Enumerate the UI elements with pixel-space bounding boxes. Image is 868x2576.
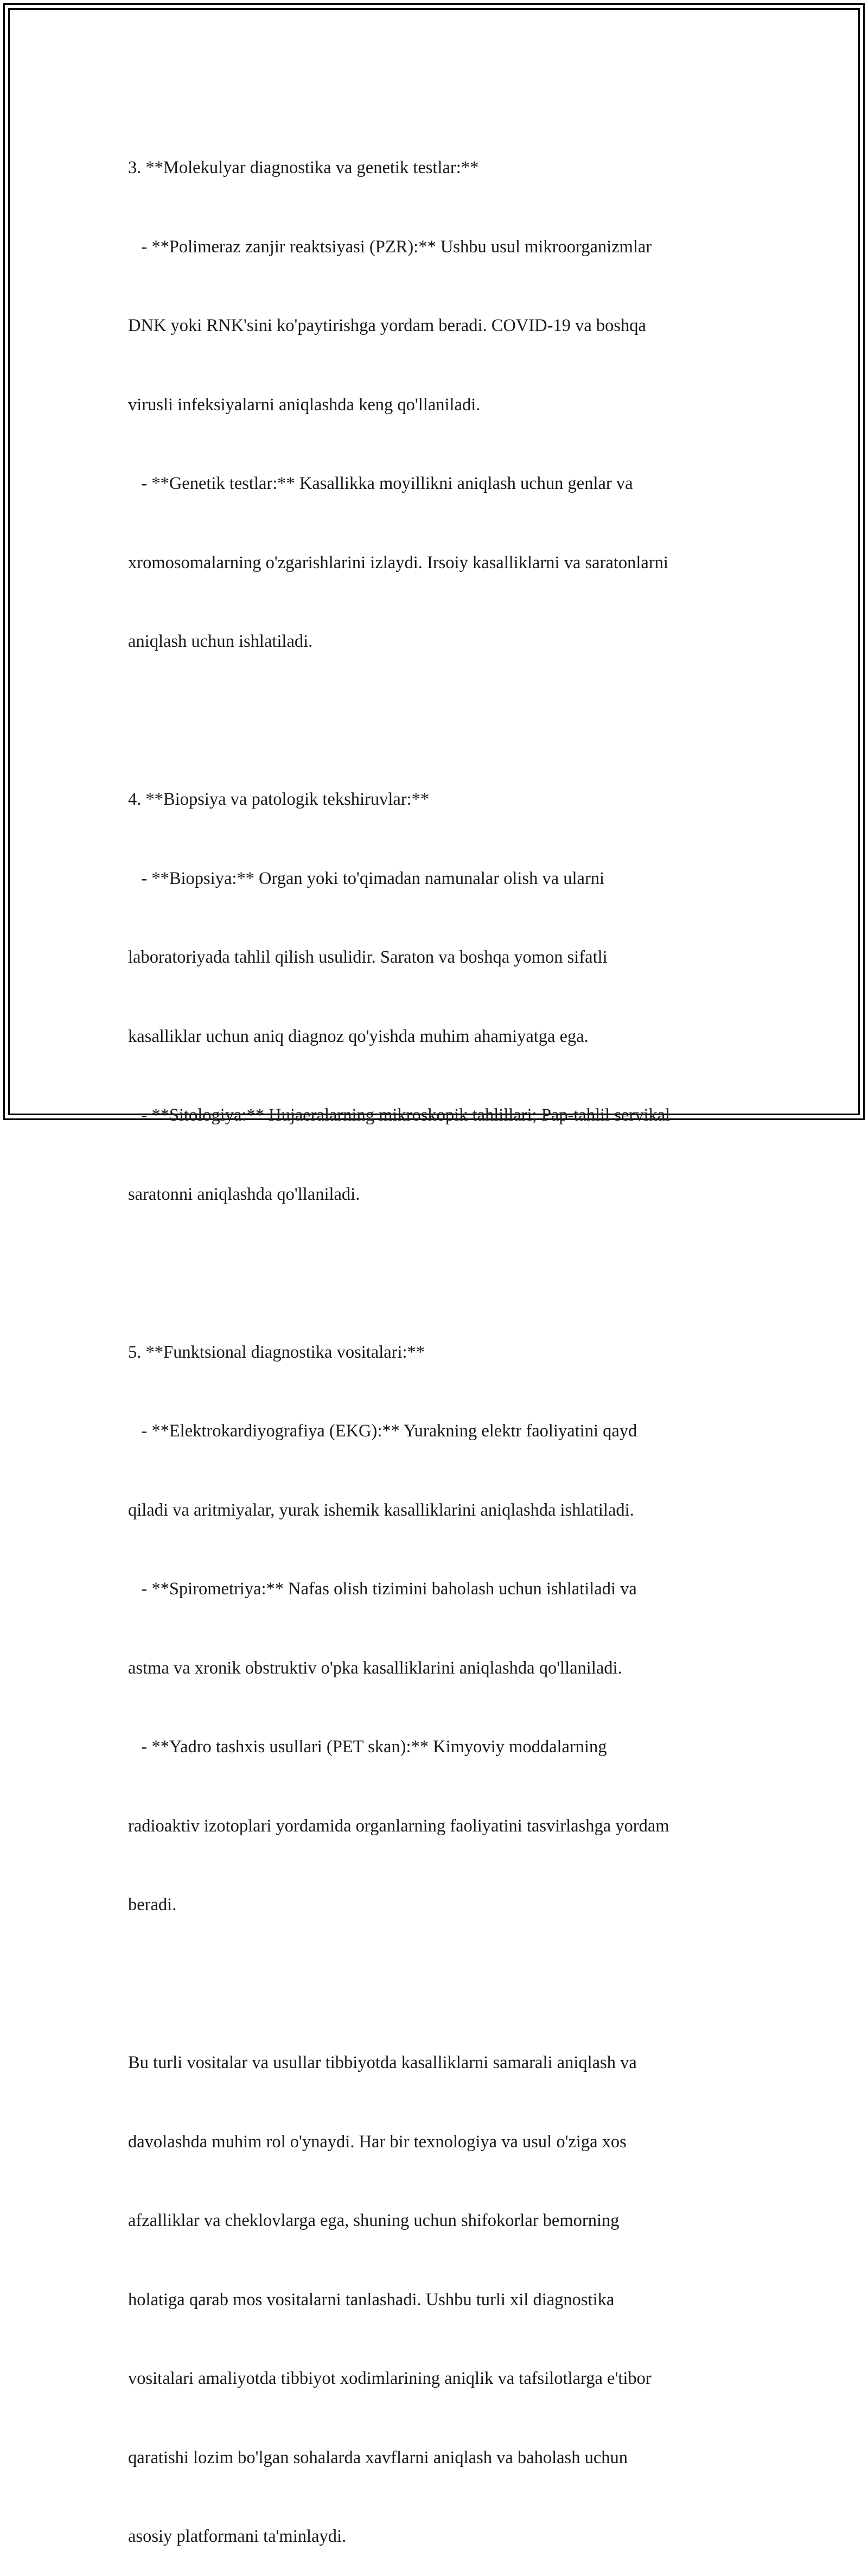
text-line: virusli infeksiyalarni aniqlashda keng qo'llaniladi. — [128, 395, 481, 415]
text-line: xromosomalarning o'zgarishlarini izlaydi. Irsoiy kasalliklarni va saratonlarni — [128, 552, 668, 573]
text-line: - **Sitologiya:** Hujaeralarning mikroskopik tahlillari; Pap-tahlil servikal — [128, 1105, 671, 1125]
text-line: - **Polimeraz zanjir reaktsiyasi (PZR):** Ushbu usul mikroorganizmlar — [128, 237, 652, 257]
section-4-heading: 4. **Biopsiya va patologik tekshiruvlar:** — [128, 790, 430, 809]
text-line: radioaktiv izotoplari yordamida organlarning faoliyatini tasvirlashga yordam — [128, 1816, 669, 1836]
blank-line — [128, 708, 757, 734]
text-line: - **Biopsiya:** Organ yoki to'qimadan namunalar olish va ularni — [128, 868, 605, 888]
conclusion-line: afzalliklar va cheklovlarga ega, shuning uchun shifokorlar bemorning — [128, 2211, 620, 2230]
text-line: - **Spirometriya:** Nafas olish tizimini baholash uchun ishlatiladi va — [128, 1579, 637, 1599]
section-5-heading: 5. **Funktsional diagnostika vositalari:** — [128, 1342, 425, 1362]
document-body — [128, 102, 757, 2576]
blank-line — [128, 1260, 757, 1287]
blank-line — [128, 1971, 757, 1998]
text-line: laboratoriyada tahlil qilish usulidir. Saraton va boshqa yomon sifatli — [128, 947, 608, 967]
conclusion-line: Bu turli vositalar va usullar tibbiyotda kasalliklarni samarali aniqlash va — [128, 2053, 637, 2072]
text-line: - **Genetik testlar:** Kasallikka moyillikni aniqlash uchun genlar va — [128, 474, 633, 493]
text-line: beradi. — [128, 1895, 177, 1914]
text-line: - **Yadro tashxis usullari (PET skan):** Kimyoviy moddalarning — [128, 1737, 607, 1757]
text-line: astma va xronik obstruktiv o'pka kasalliklarini aniqlashda qo'llaniladi. — [128, 1658, 622, 1678]
conclusion-line: asosiy platformani ta'minlaydi. — [128, 2527, 347, 2546]
text-line: DNK yoki RNK'sini ko'paytirishga yordam beradi. COVID-19 va boshqa — [128, 316, 646, 335]
text-line: kasalliklar uchun aniq diagnoz qo'yishda muhim ahamiyatga ega. — [128, 1026, 589, 1046]
text-line: - **Elektrokardiyografiya (EKG):** Yurakning elektr faoliyatini qayd — [128, 1421, 637, 1441]
conclusion-line: holatiga qarab mos vositalarni tanlashadi. Ushbu turli xil diagnostika — [128, 2289, 615, 2310]
conclusion-line: qaratishi lozim bo'lgan sohalarda xavflarni aniqlash va baholash uchun — [128, 2447, 628, 2467]
section-3-heading: 3. **Molekulyar diagnostika va genetik testlar:** — [128, 158, 479, 177]
text-line: aniqlash uchun ishlatiladi. — [128, 632, 313, 651]
conclusion-line: vositalari amaliyotda tibbiyot xodimlarining aniqlik va tafsilotlarga e'tibor — [128, 2369, 652, 2388]
conclusion-line: davolashda muhim rol o'ynaydi. Har bir texnologiya va usul o'ziga xos — [128, 2132, 627, 2152]
text-line: saratonni aniqlashda qo'llaniladi. — [128, 1184, 360, 1204]
text-line: qiladi va aritmiyalar, yurak ishemik kasalliklarini aniqlashda ishlatiladi. — [128, 1500, 634, 1520]
